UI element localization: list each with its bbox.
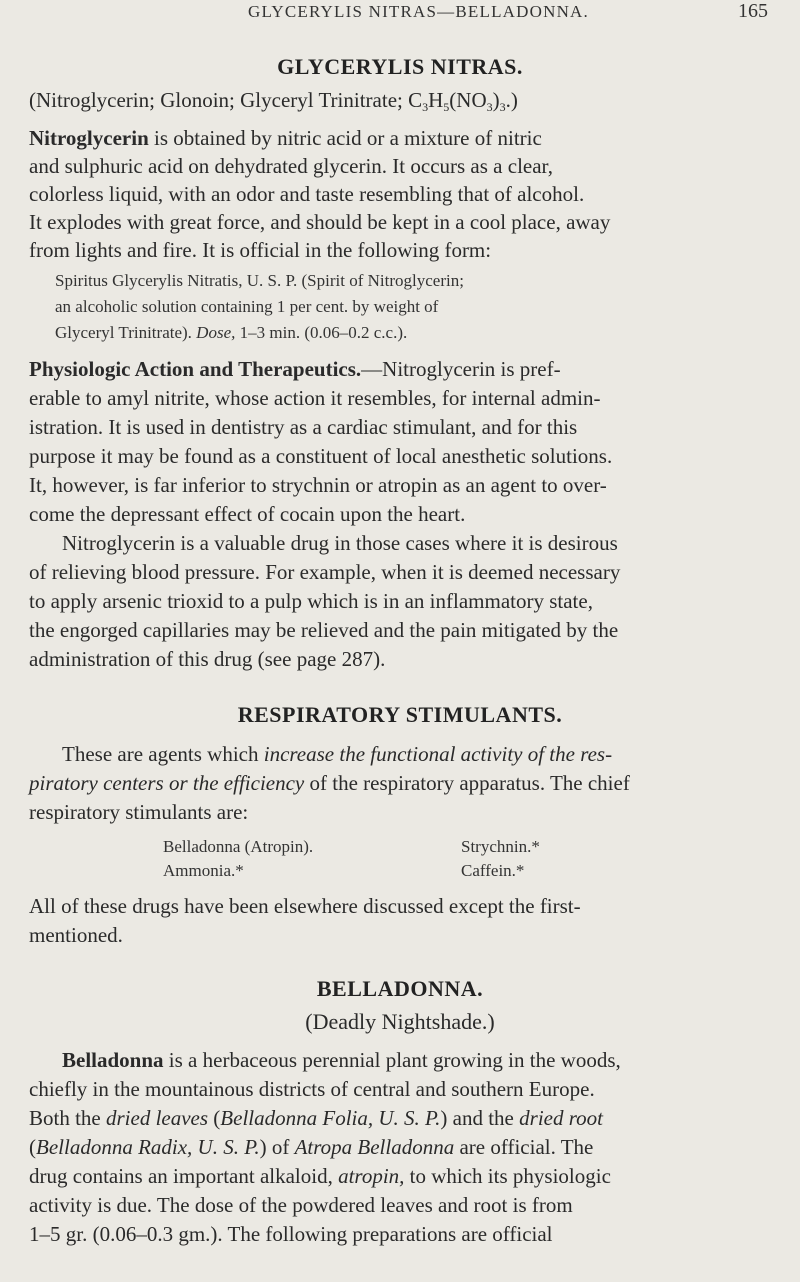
emphasis: Belladonna Folia, U. S. P. (220, 1106, 441, 1130)
text: are official. The (454, 1135, 594, 1159)
emphasis: dried leaves (106, 1106, 209, 1130)
formula-sub: 3 (499, 100, 506, 114)
text: is a herbaceous perennial plant growing in the woods, (163, 1048, 621, 1072)
paragraph-line (29, 1106, 603, 1130)
paragraph-line (62, 1048, 621, 1072)
text: Glyceryl Trinitrate). (55, 323, 197, 342)
section-title-belladonna: BELLADONNA. (316, 976, 484, 1001)
paragraph-line: mentioned. (29, 923, 123, 947)
paragraph-line (62, 742, 612, 766)
text: is obtained by nitric acid or a mixture of nitric (148, 126, 542, 150)
paragraph-line: erable to amyl nitrite, whose action it resembles, for internal admin- (29, 386, 601, 410)
formula-text: ) (492, 88, 500, 112)
lead-term: Nitroglycerin (29, 126, 149, 150)
paragraph-line: activity is due. The dose of the powdered leaves and root is from (29, 1193, 573, 1217)
emphasis: piratory centers or the efficiency (29, 771, 305, 795)
text: ( (208, 1106, 221, 1130)
preparation-line (55, 321, 407, 345)
section-subtitle-belladonna: (Deadly Nightshade.) (305, 1009, 495, 1034)
paragraph-line: istration. It is used in dentistry as a cardiac stimulant, and for this (29, 415, 578, 439)
preparation-line: an alcoholic solution containing 1 per cent. by weight of (55, 297, 439, 316)
emphasis: atropin, (338, 1164, 405, 1188)
paragraph-line: 1–5 gr. (0.06–0.3 gm.). The following preparations are official (29, 1222, 553, 1246)
formula-text: (NO (449, 88, 487, 112)
list-item: Belladonna (Atropin). (163, 837, 314, 856)
synonyms-line (29, 88, 518, 112)
list-item: Ammonia.* (163, 861, 244, 880)
list-item: Caffein.* (461, 861, 525, 880)
synonyms-text: (Nitroglycerin; Glonoin; Glyceryl Trinitrate; C (29, 88, 423, 112)
paragraph-line: come the depressant effect of cocain upon the heart. (29, 502, 466, 526)
formula-sub: 3 (422, 100, 429, 114)
paragraph-line: to apply arsenic trioxid to a pulp which is in an inflammatory state, (29, 589, 593, 613)
page-number: 165 (738, 0, 768, 22)
paragraph-line: from lights and fire. It is official in the following form: (29, 238, 492, 262)
paragraph-line: It, however, is far inferior to strychnin or atropin as an agent to over- (29, 473, 607, 497)
paragraph-line (29, 1135, 593, 1159)
text: of the respiratory apparatus. The chief (304, 771, 630, 795)
paragraph-line (29, 357, 561, 381)
formula-sub: 5 (443, 100, 450, 114)
section-title-respiratory: RESPIRATORY STIMULANTS. (237, 702, 563, 727)
running-head: GLYCERYLIS NITRAS—BELLADONNA. (248, 2, 589, 21)
text: ( (29, 1135, 36, 1159)
text: 1–3 min. (0.06–0.2 c.c.). (235, 323, 408, 342)
text: These are agents which (62, 742, 264, 766)
paragraph-line: the engorged capillaries may be relieved and the pain mitigated by the (29, 618, 619, 642)
paragraph-line: colorless liquid, with an odor and taste resembling that of alcohol. (29, 182, 585, 206)
text: ) of (259, 1135, 295, 1159)
dose-label: Dose, (196, 323, 236, 342)
lead-term: Belladonna (62, 1048, 164, 1072)
paragraph-line: It explodes with great force, and should be kept in a cool place, away (29, 210, 611, 234)
emphasis: Atropa Belladonna (294, 1135, 455, 1159)
list-item: Strychnin.* (461, 837, 540, 856)
emphasis: increase the functional activity of the res- (263, 742, 613, 766)
paragraph-line (29, 1164, 611, 1188)
text: ) and the (440, 1106, 520, 1130)
paragraph-line: chiefly in the mountainous districts of central and southern Europe. (29, 1077, 595, 1101)
formula-sub: 3 (486, 100, 493, 114)
emphasis: Belladonna Radix, U. S. P. (36, 1135, 260, 1159)
formula-text: H (428, 88, 444, 112)
preparation-line: Spiritus Glycerylis Nitratis, U. S. P. (Spirit of Nitroglycerin; (55, 271, 464, 290)
emphasis: dried root (519, 1106, 603, 1130)
text: —Nitroglycerin is pref- (361, 357, 561, 381)
paragraph-line: All of these drugs have been elsewhere discussed except the first- (29, 894, 581, 918)
text: to which its physiologic (404, 1164, 611, 1188)
paragraph-line: purpose it may be found as a constituent of local anesthetic solutions. (29, 444, 613, 468)
paragraph-line (29, 771, 630, 795)
paragraph-line: Nitroglycerin is a valuable drug in those cases where it is desirous (62, 531, 618, 555)
section-title-glycerylis: GLYCERYLIS NITRAS. (277, 54, 523, 79)
paragraph-line (29, 126, 542, 150)
paragraph-line: of relieving blood pressure. For example, when it is deemed necessary (29, 560, 621, 584)
lead-term: Physiologic Action and Therapeutics. (29, 357, 362, 381)
formula-text: .) (505, 88, 518, 112)
text: Both the (29, 1106, 106, 1130)
text: drug contains an important alkaloid, (29, 1164, 339, 1188)
paragraph-line: administration of this drug (see page 287). (29, 647, 386, 671)
paragraph-line: respiratory stimulants are: (29, 800, 249, 824)
paragraph-line: and sulphuric acid on dehydrated glycerin. It occurs as a clear, (29, 154, 553, 178)
